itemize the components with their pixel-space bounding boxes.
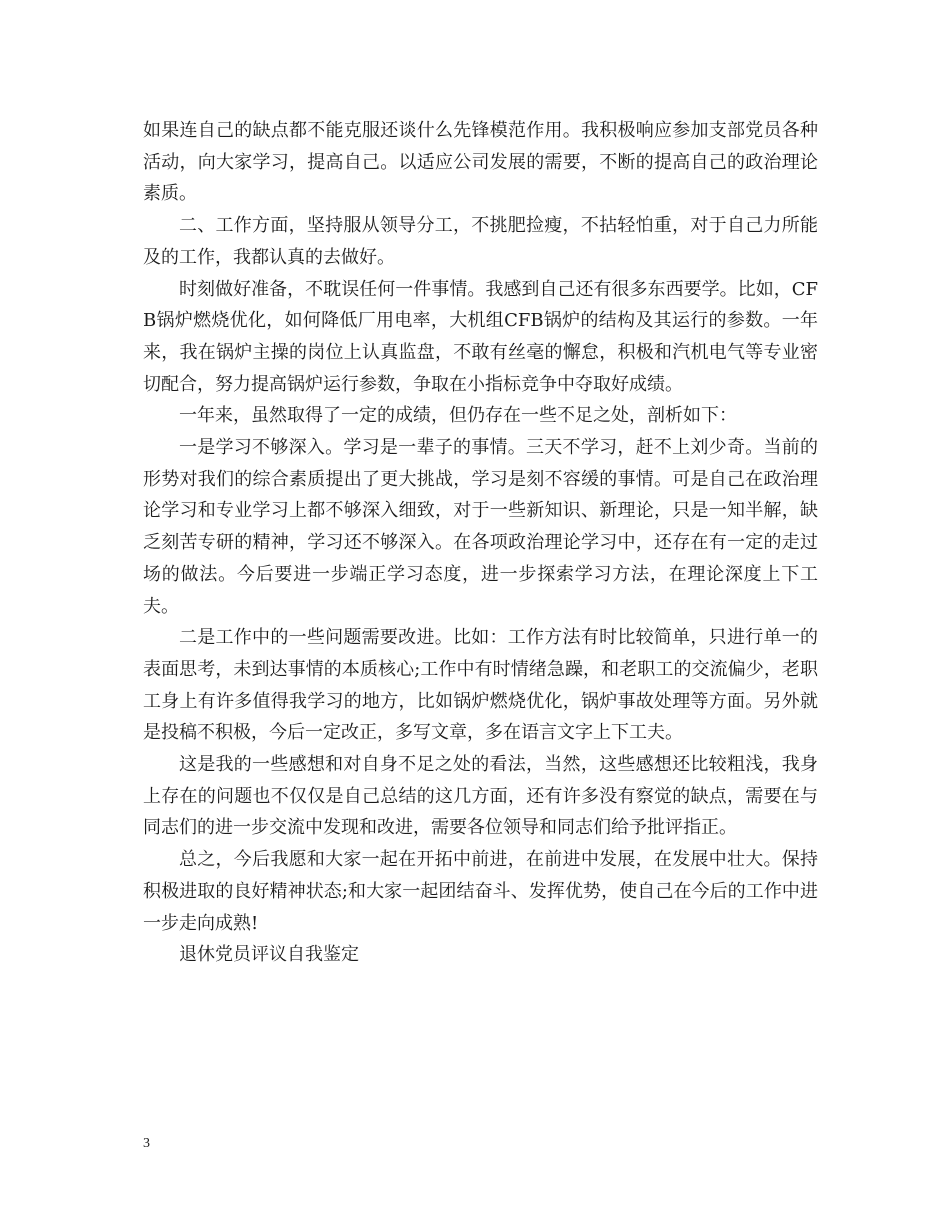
paragraph-2: 二、工作方面，坚持服从领导分工，不挑肥捡瘦，不拈轻怕重，对于自己力所能及的工作，我都认真的去做好。 bbox=[143, 215, 818, 268]
paragraph-4: 一年来，虽然取得了一定的成绩，但仍存在一些不足之处，剖析如下： bbox=[179, 405, 737, 427]
paragraph-5: 一是学习不够深入。学习是一辈子的事情。三天不学习，赶不上刘少奇。当前的形势对我们的综合素质提出了更大挑战，学习是刻不容缓的事情。可是自己在政治理论学习和专业学习上都不够深入细致，对于一些新知识、新理论，只是一知半解，缺乏刻苦专研的精神，学习还不够深入。在各项政治理论学习中，还存在有一定的走过场的做法。今后要进一步端正学习态度，进一步探索学习方法，在理论深度上下工夫。 bbox=[143, 437, 818, 617]
paragraph-9: 退休党员评议自我鉴定 bbox=[179, 944, 359, 966]
paragraph-1: 如果连自己的缺点都不能克服还谈什么先锋模范作用。我积极响应参加支部党员各种活动，向大家学习，提高自己。以适应公司发展的需要，不断的提高自己的政治理论素质。 bbox=[143, 120, 818, 205]
paragraph-7: 这是我的一些感想和对自身不足之处的看法，当然，这些感想还比较粗浅，我身上存在的问题也不仅仅是自己总结的这几方面，还有许多没有察觉的缺点，需要在与同志们的进一步交流中发现和改进，需要各位领导和同志们给予批评指正。 bbox=[143, 754, 818, 839]
document-body bbox=[143, 115, 818, 971]
page-number: 3 bbox=[143, 1136, 150, 1151]
paragraph-8: 总之，今后我愿和大家一起在开拓中前进，在前进中发展，在发展中壮大。保持积极进取的良好精神状态;和大家一起团结奋斗、发挥优势，使自己在今后的工作中进一步走向成熟! bbox=[143, 849, 818, 934]
paragraph-3: 时刻做好准备，不耽误任何一件事情。我感到自己还有很多东西要学。比如，CFB锅炉燃烧优化，如何降低厂用电率，大机组CFB锅炉的结构及其运行的参数。一年来，我在锅炉主操的岗位上认真监盘，不敢有丝毫的懈怠，积极和汽机电气等专业密切配合，努力提高锅炉运行参数，争取在小指标竞争中夺取好成绩。 bbox=[143, 278, 818, 395]
paragraph-6: 二是工作中的一些问题需要改进。比如：工作方法有时比较简单，只进行单一的表面思考，未到达事情的本质核心;工作中有时情绪急躁，和老职工的交流偏少，老职工身上有许多值得我学习的地方，比如锅炉燃烧优化，锅炉事故处理等方面。另外就是投稿不积极，今后一定改正，多写文章，多在语言文字上下工夫。 bbox=[143, 627, 818, 744]
